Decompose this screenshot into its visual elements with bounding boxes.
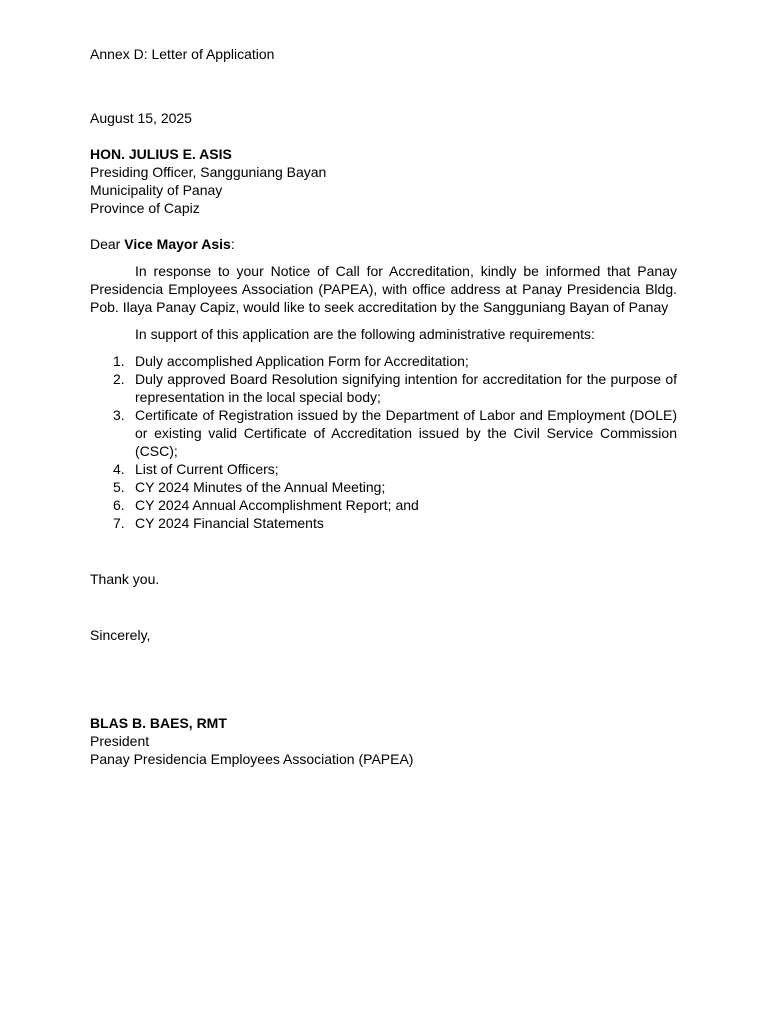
list-item (113, 460, 677, 478)
list-item-number: 6. (113, 497, 125, 513)
list-item-number: 2. (113, 371, 125, 387)
list-item (113, 406, 677, 460)
signatory-position: President (90, 733, 150, 749)
list-item (113, 370, 677, 406)
signatory-organization: Panay Presidencia Employees Association (PAPEA) (90, 751, 414, 767)
salutation (90, 235, 677, 253)
list-item-text: Certificate of Registration issued by the Department of Labor and Employment (DOLE) or existing valid Certificate of Accreditation issued by the Civil Service Commission (CSC); (135, 407, 677, 459)
signature-block (90, 714, 677, 768)
addressee-name: HON. JULIUS E. ASIS (90, 146, 232, 162)
list-item-text: CY 2024 Annual Accomplishment Report; and (135, 497, 419, 513)
letter-page (90, 45, 677, 768)
body-paragraph-2: In support of this application are the following administrative requirements: (135, 326, 595, 342)
list-item-number: 1. (113, 353, 125, 369)
annex-label: Annex D: Letter of Application (90, 46, 275, 62)
salutation-suffix: : (230, 236, 235, 252)
list-item-text: CY 2024 Minutes of the Annual Meeting; (135, 479, 386, 495)
requirements-list (90, 352, 677, 532)
body-paragraph-1: In response to your Notice of Call for Accreditation, kindly be informed that Panay Presidencia Employees Association (PAPEA), with office address at Panay Presidencia Bldg. Pob. Ilaya Panay Capiz, would like to seek accreditation by the Sangguniang Bayan of Panay (90, 263, 677, 315)
list-item-text: CY 2024 Financial Statements (135, 515, 324, 531)
list-item-text: Duly accomplished Application Form for Accreditation; (135, 353, 469, 369)
signatory-name: BLAS B. BAES, RMT (90, 715, 227, 731)
list-item (113, 496, 677, 514)
list-item (113, 352, 677, 370)
list-item (113, 514, 677, 532)
list-item-text: Duly approved Board Resolution signifying intention for accreditation for the purpose of representation in the local special body; (135, 371, 677, 405)
salutation-name: Vice Mayor Asis (124, 236, 231, 252)
list-item-number: 7. (113, 515, 125, 531)
list-item-number: 4. (113, 461, 125, 477)
list-item (113, 478, 677, 496)
list-item-number: 5. (113, 479, 125, 495)
list-item-number: 3. (113, 407, 125, 423)
addressee-province: Province of Capiz (90, 200, 200, 216)
thank-you-line: Thank you. (90, 571, 160, 587)
salutation-prefix: Dear (90, 236, 125, 252)
list-item-text: List of Current Officers; (135, 461, 279, 477)
closing-line: Sincerely, (90, 627, 151, 643)
letter-date: August 15, 2025 (90, 110, 192, 126)
addressee-title: Presiding Officer, Sangguniang Bayan (90, 164, 327, 180)
addressee-municipality: Municipality of Panay (90, 182, 223, 198)
addressee-block (90, 145, 677, 217)
